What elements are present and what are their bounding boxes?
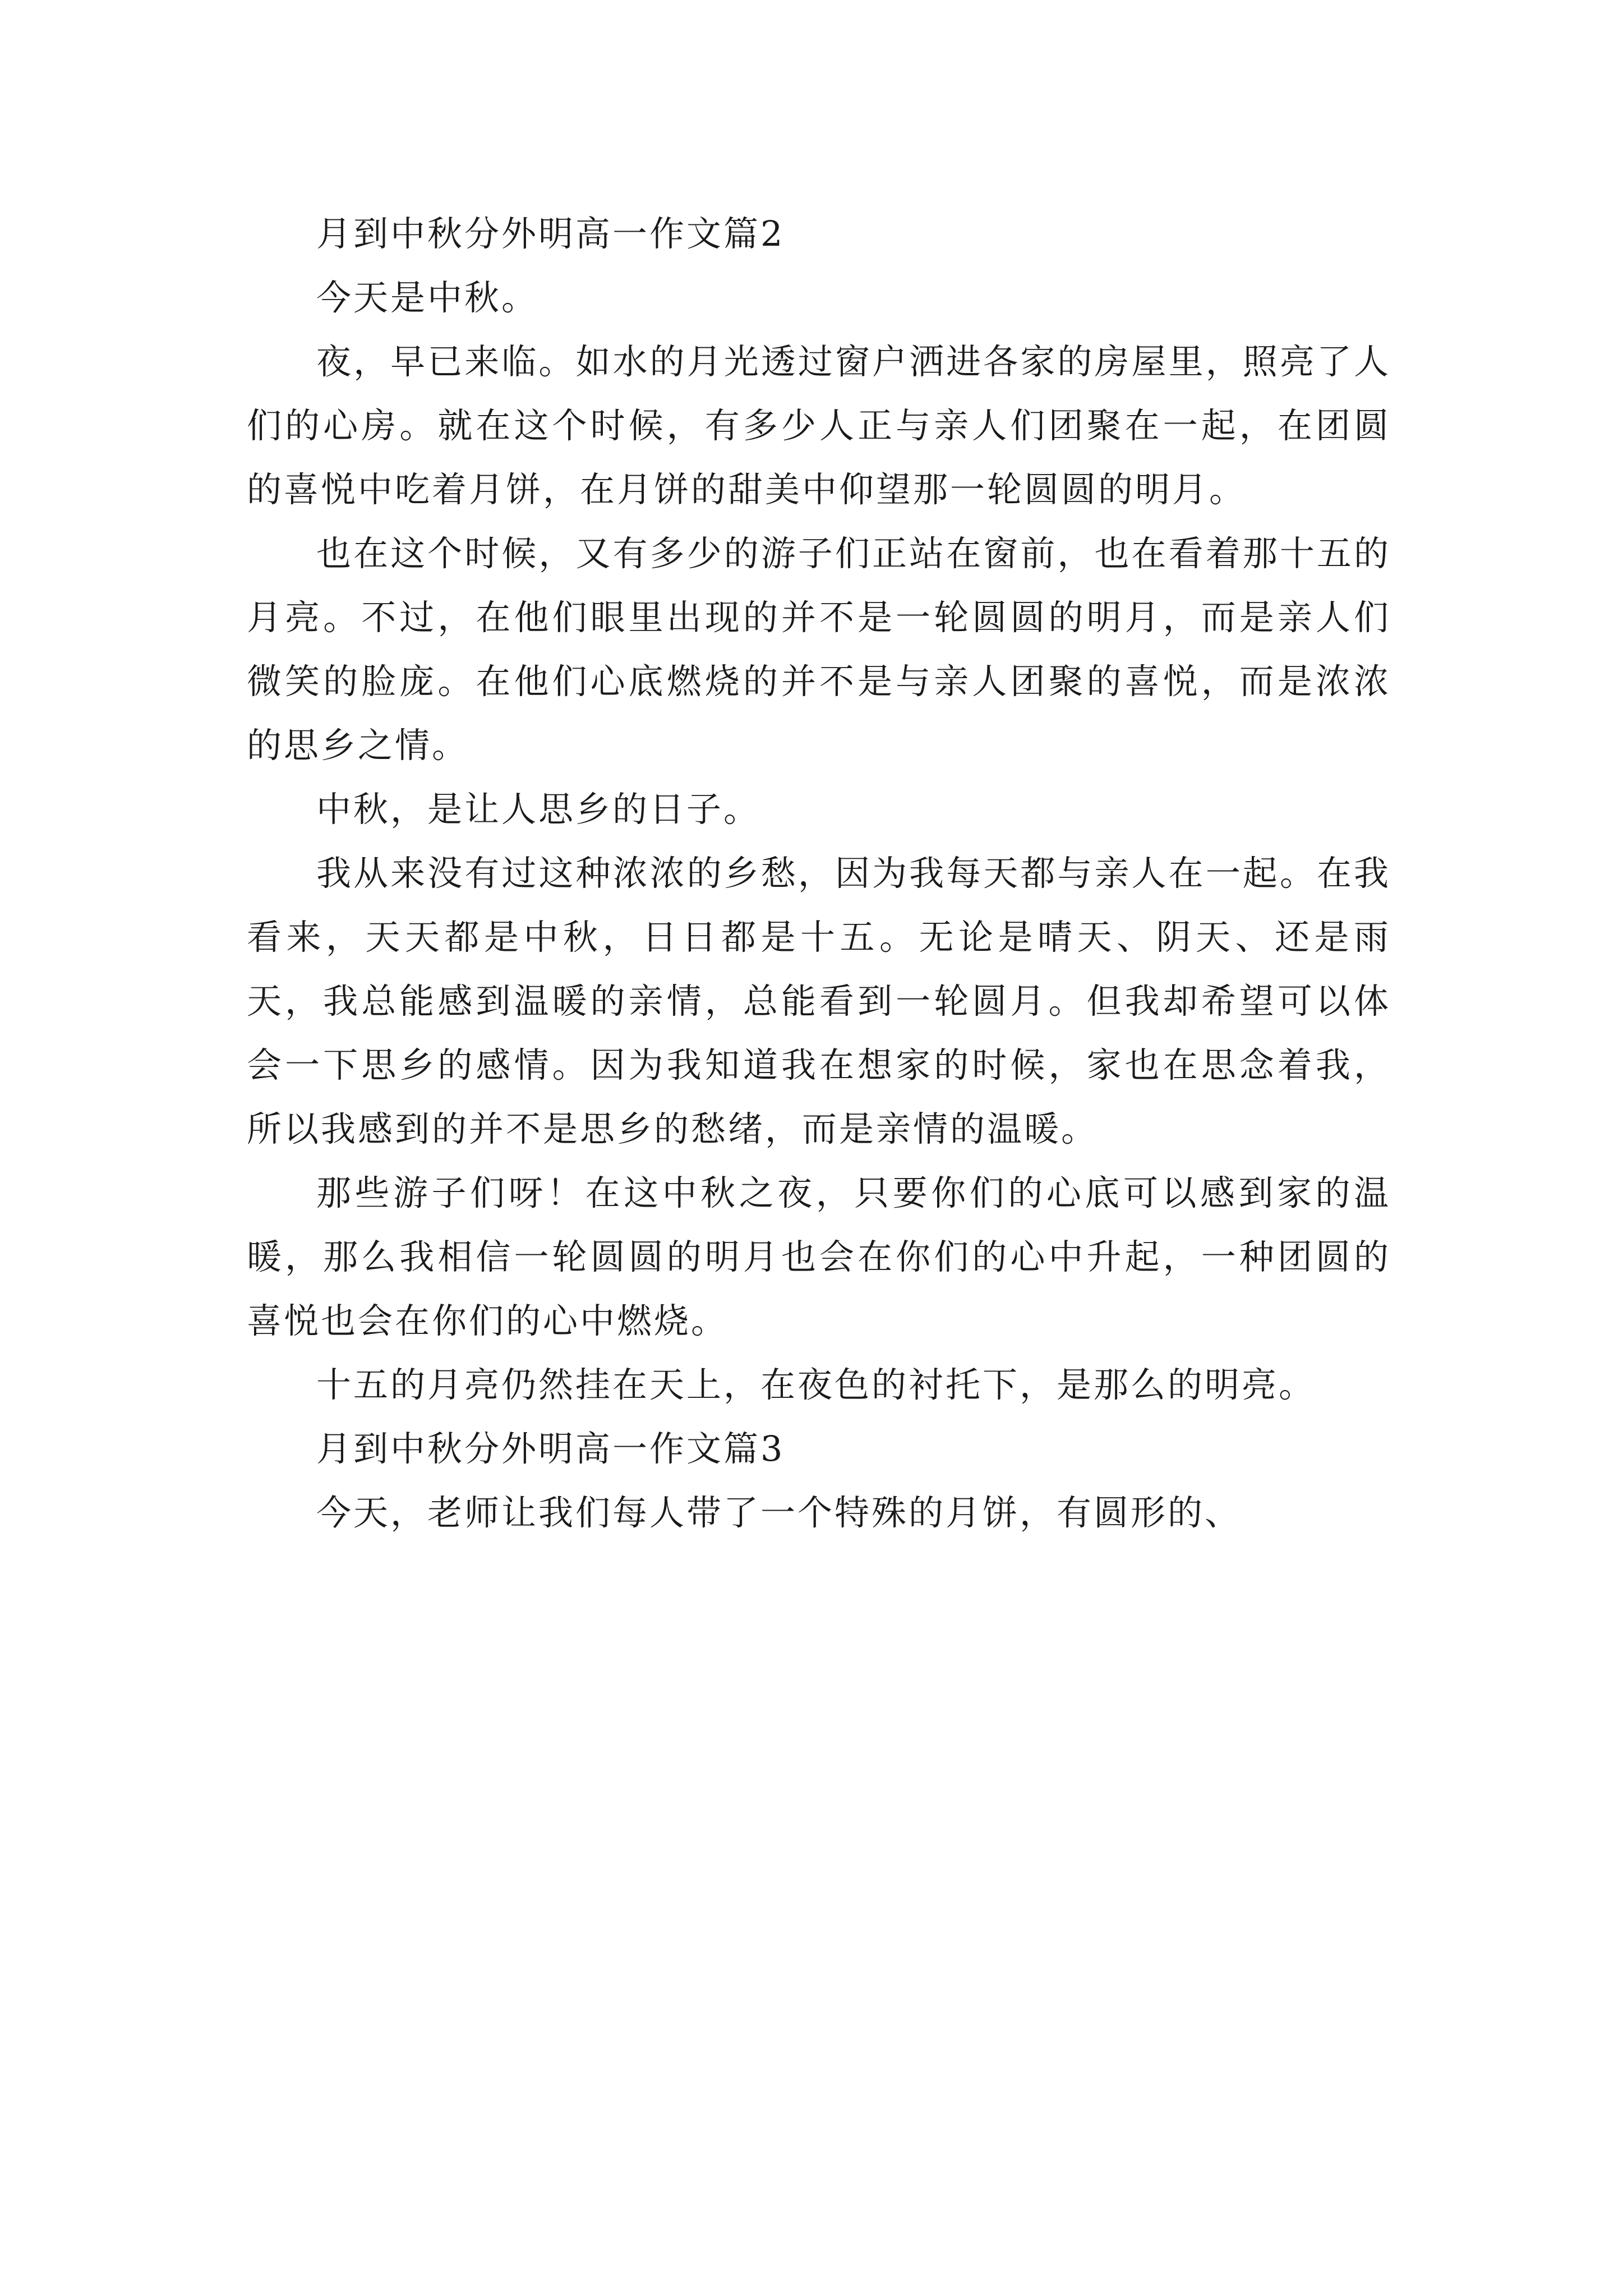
essay-heading-2: 月到中秋分外明高一作文篇2 <box>316 213 785 254</box>
document-body <box>247 202 1391 1545</box>
paragraph: 今天是中秋。 <box>316 277 539 318</box>
paragraph: 今天，老师让我们每人带了一个特殊的月饼，有圆形的、 <box>316 1492 1242 1533</box>
paragraph: 中秋，是让人思乡的日子。 <box>316 789 761 830</box>
paragraph: 也在这个时候，又有多少的游子们正站在窗前，也在看着那十五的月亮。不过，在他们眼里出现的并不是一轮圆圆的明月，而是亲人们微笑的脸庞。在他们心底燃烧的并不是与亲人团聚的喜悦，而是浓浓的思乡之情。 <box>247 533 1391 766</box>
paragraph: 十五的月亮仍然挂在天上，在夜色的衬托下，是那么的明亮。 <box>316 1364 1316 1405</box>
paragraph: 夜，早已来临。如水的月光透过窗户洒进各家的房屋里，照亮了人们的心房。就在这个时候，有多少人正与亲人们团聚在一起，在团圆的喜悦中吃着月饼，在月饼的甜美中仰望那一轮圆圆的明月。 <box>247 341 1391 510</box>
paragraph: 我从来没有过这种浓浓的乡愁，因为我每天都与亲人在一起。在我看来，天天都是中秋，日日都是十五。无论是晴天、阴天、还是雨天，我总能感到温暖的亲情，总能看到一轮圆月。但我却希望可以体会一下思乡的感情。因为我知道我在想家的时候，家也在思念着我，所以我感到的并不是思乡的愁绪，而是亲情的温暖。 <box>247 853 1391 1149</box>
essay-heading-3: 月到中秋分外明高一作文篇3 <box>316 1428 785 1469</box>
paragraph: 那些游子们呀！在这中秋之夜，只要你们的心底可以感到家的温暖，那么我相信一轮圆圆的明月也会在你们的心中升起，一种团圆的喜悦也会在你们的心中燃烧。 <box>247 1172 1391 1341</box>
